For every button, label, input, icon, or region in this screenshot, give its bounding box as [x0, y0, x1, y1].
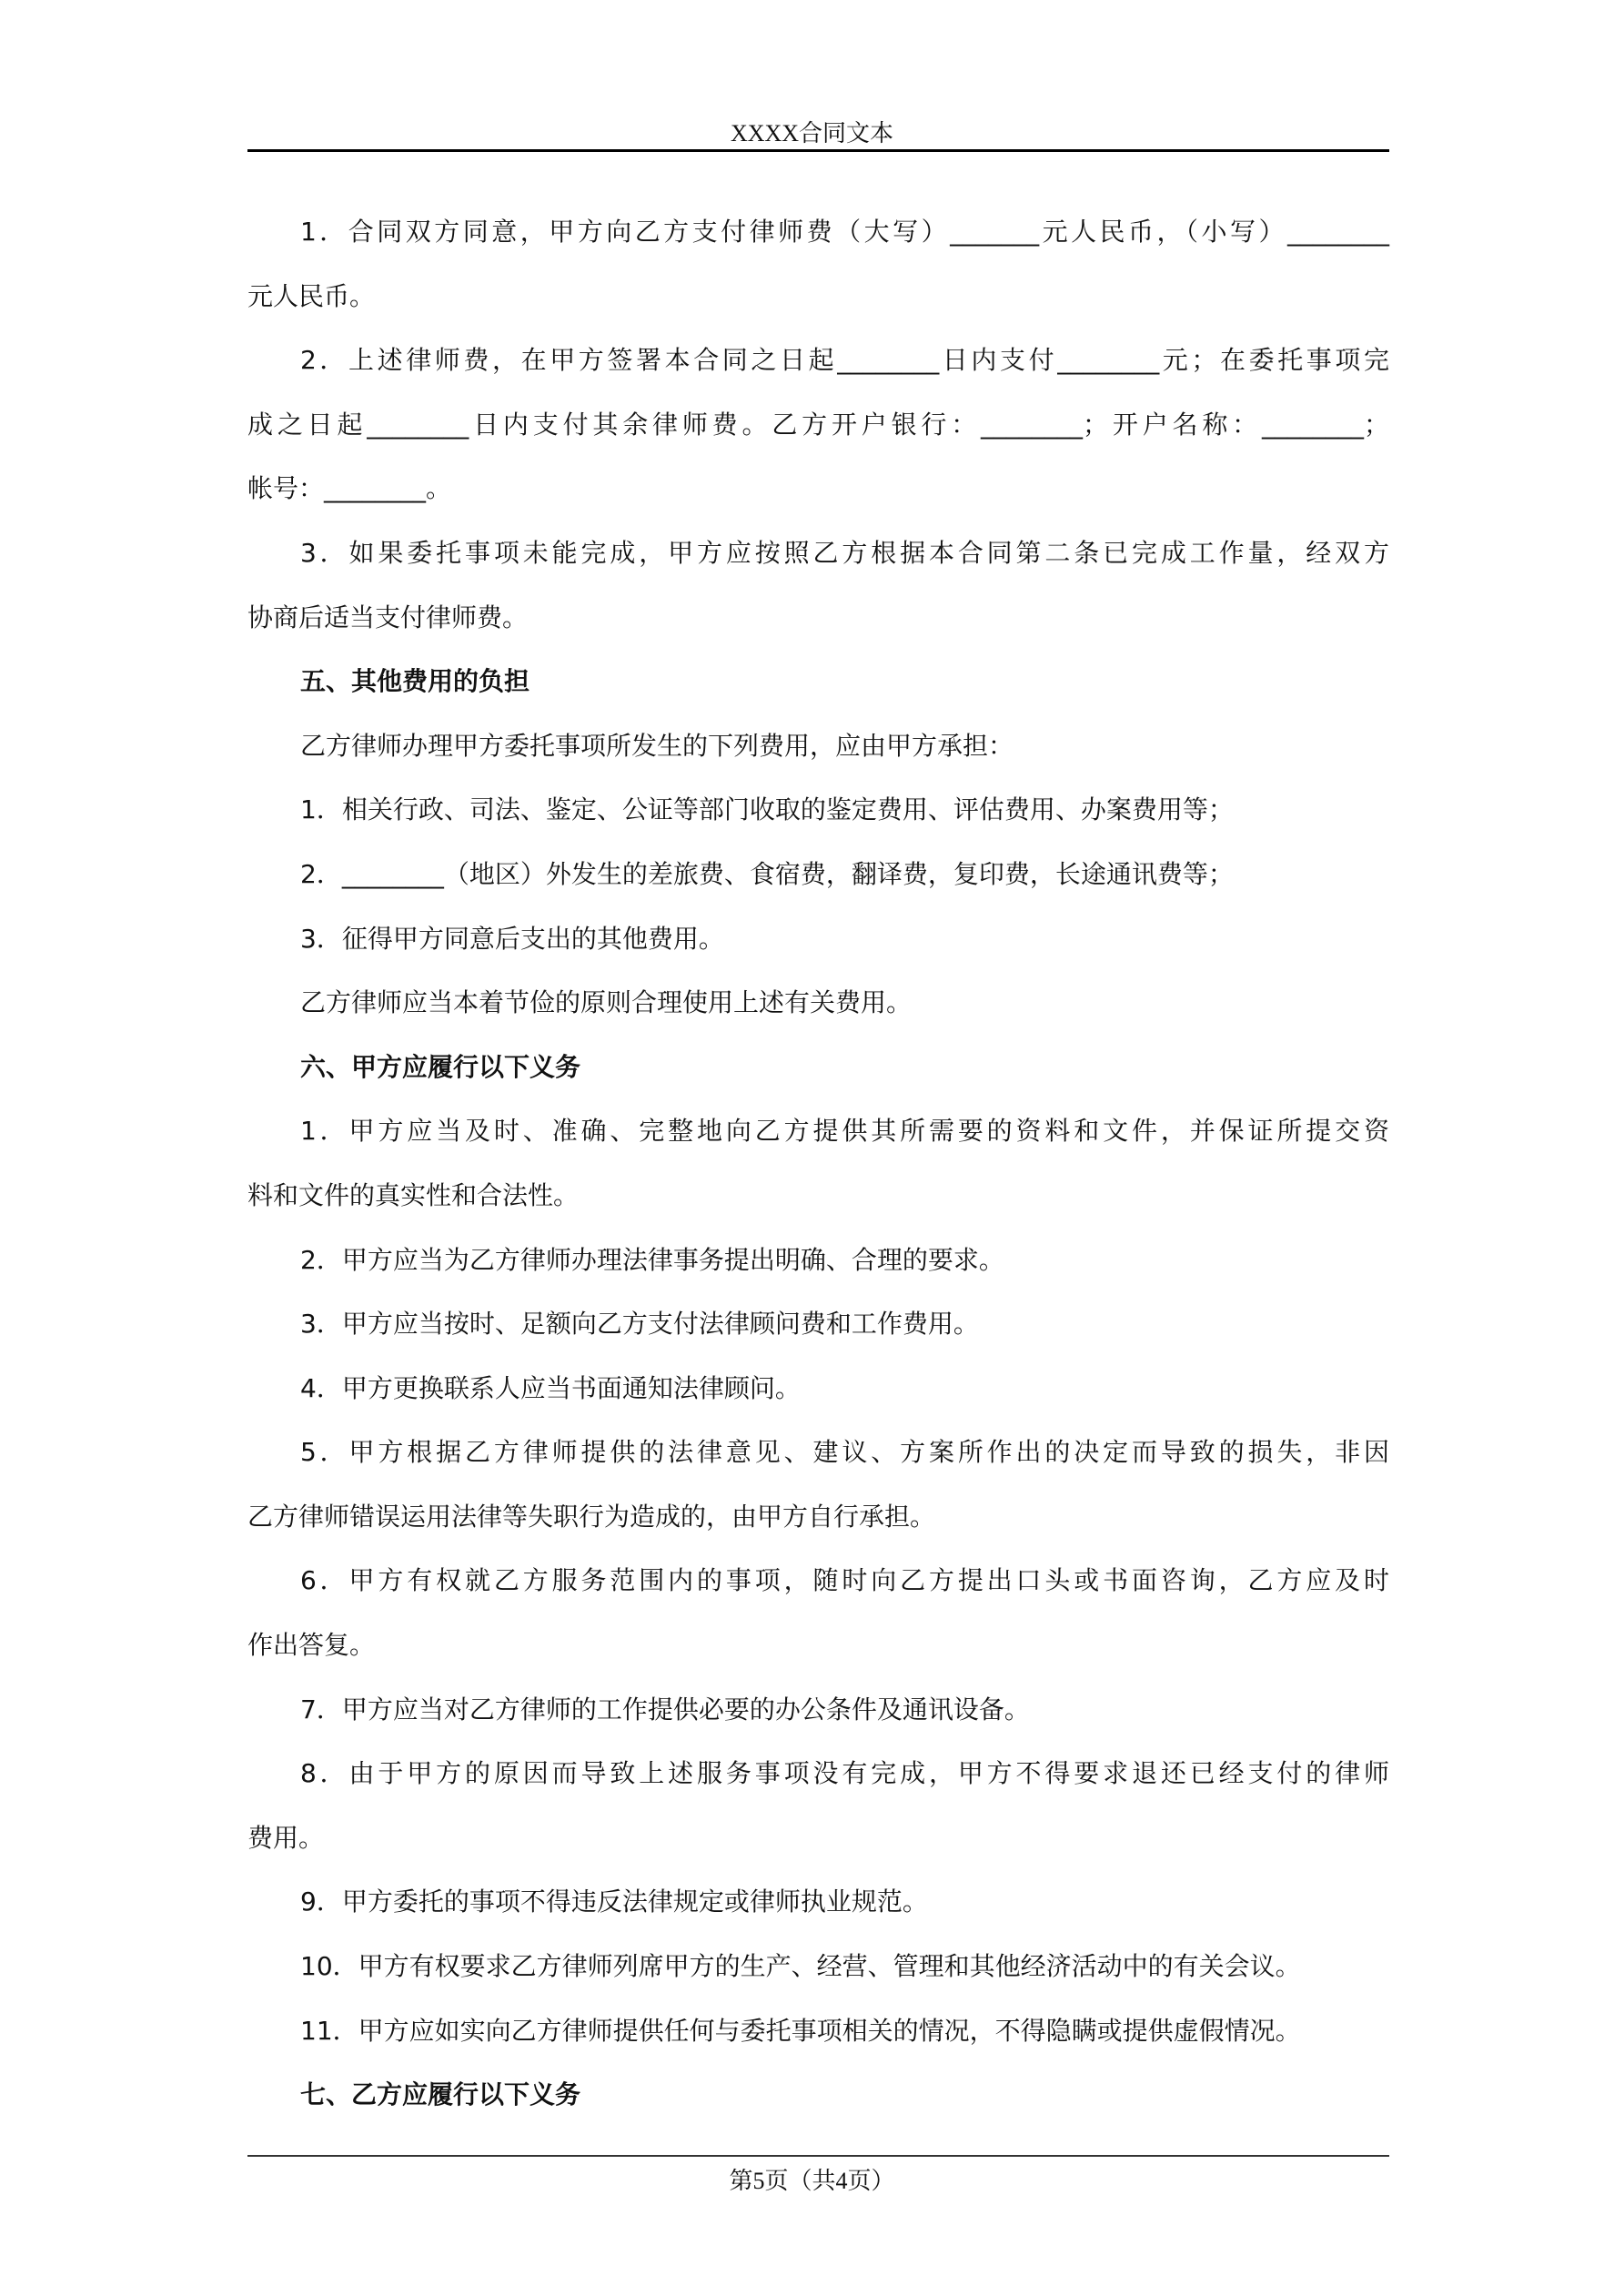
text-line: 六、甲方应履行以下义务 [300, 1051, 581, 1082]
text-line: 1．相关行政、司法、鉴定、公证等部门收取的鉴定费用、评估费用、办案费用等； [300, 794, 1234, 825]
paragraph [247, 1099, 1389, 1228]
text-line: 元人民币。 [247, 280, 376, 311]
text-line: 费用。 [247, 1822, 325, 1853]
paragraph [247, 778, 1389, 843]
page-number: 第5页（共4页） [729, 2168, 895, 2194]
header-divider [247, 149, 1389, 152]
text-line: 2．________（地区）外发生的差旅费、食宿费，翻译费，复印费，长途通讯费等； [300, 858, 1234, 889]
text-line: 1．合同双方同意，甲方向乙方支付律师费（大写）_______元人民币，（小写）________ [300, 217, 1389, 247]
text-line: 6．甲方有权就乙方服务范围内的事项，随时向乙方提出口头或书面咨询，乙方应及时 [300, 1565, 1389, 1596]
paragraph [247, 1742, 1389, 1870]
section-heading [247, 2063, 1389, 2128]
paragraph [247, 329, 1389, 521]
text-line: 成之日起________日内支付其余律师费。乙方开户银行：________；开户名称：________； [247, 409, 1389, 440]
header-title: XXXX合同文本 [730, 120, 894, 147]
text-line: 1．甲方应当及时、准确、完整地向乙方提供其所需要的资料和文件，并保证所提交资 [300, 1116, 1389, 1147]
text-line: 作出答复。 [247, 1630, 376, 1661]
paragraph [247, 1229, 1389, 1293]
paragraph [247, 907, 1389, 972]
text-line: 3．征得甲方同意后支出的其他费用。 [300, 923, 724, 954]
paragraph [247, 714, 1389, 779]
text-line: 乙方律师办理甲方委托事项所发生的下列费用，应由甲方承担： [300, 730, 1014, 761]
text-line: 3．甲方应当按时、足额向乙方支付法律顾问费和工作费用。 [300, 1309, 979, 1340]
paragraph [247, 1421, 1389, 1549]
text-line: 10．甲方有权要求乙方律师列席甲方的生产、经营、管理和其他经济活动中的有关会议。 [300, 1951, 1301, 1982]
paragraph [247, 521, 1389, 650]
paragraph [247, 1999, 1389, 2064]
text-line: 乙方律师应当本着节俭的原则合理使用上述有关费用。 [300, 987, 913, 1018]
text-line: 五、其他费用的负担 [300, 666, 530, 697]
paragraph [247, 843, 1389, 907]
section-heading [247, 650, 1389, 714]
text-line: 2．上述律师费，在甲方签署本合同之日起________日内支付________元；在委托事项完 [300, 345, 1389, 376]
footer-divider [247, 2155, 1389, 2157]
text-line: 七、乙方应履行以下义务 [300, 2079, 581, 2110]
text-line: 11．甲方应如实向乙方律师提供任何与委托事项相关的情况，不得隐瞒或提供虚假情况。 [300, 2015, 1301, 2046]
text-line: 5．甲方根据乙方律师提供的法律意见、建议、方案所作出的决定而导致的损失，非因 [300, 1437, 1389, 1468]
text-line: 协商后适当支付律师费。 [247, 602, 529, 632]
paragraph [247, 200, 1389, 329]
text-line: 2．甲方应当为乙方律师办理法律事务提出明确、合理的要求。 [300, 1244, 1004, 1275]
paragraph [247, 1292, 1389, 1357]
paragraph [247, 1357, 1389, 1421]
text-line: 乙方律师错误运用法律等失职行为造成的，由甲方自行承担。 [247, 1501, 936, 1532]
text-line: 8．由于甲方的原因而导致上述服务事项没有完成，甲方不得要求退还已经支付的律师 [300, 1758, 1389, 1789]
section-heading [247, 1036, 1389, 1100]
paragraph [247, 1870, 1389, 1935]
paragraph [247, 1549, 1389, 1677]
text-line: 料和文件的真实性和合法性。 [247, 1179, 580, 1210]
text-line: 3．如果委托事项未能完成，甲方应按照乙方根据本合同第二条已完成工作量，经双方 [300, 537, 1389, 568]
paragraph [247, 1678, 1389, 1743]
document-body [247, 200, 1389, 2128]
text-line: 帐号：________。 [247, 473, 452, 504]
paragraph [247, 1935, 1389, 1999]
text-line: 4．甲方更换联系人应当书面通知法律顾问。 [300, 1372, 801, 1403]
paragraph [247, 971, 1389, 1036]
text-line: 9．甲方委托的事项不得违反法律规定或律师执业规范。 [300, 1886, 928, 1917]
text-line: 7．甲方应当对乙方律师的工作提供必要的办公条件及通讯设备。 [300, 1694, 1030, 1725]
